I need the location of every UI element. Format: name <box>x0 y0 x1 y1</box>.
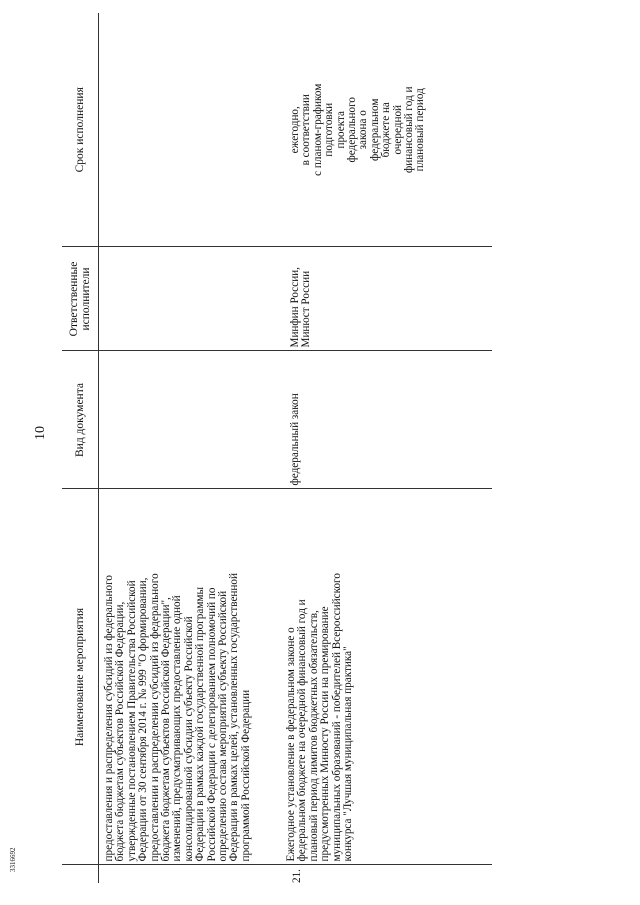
row-deadline: ежегодно, в соответствии с планом-графиком подготовки проекта федерального закона о федеральном бюджете на очередной финансовый год и плановый период <box>286 13 492 247</box>
table-header-row <box>62 13 99 883</box>
row-document-kind <box>99 351 287 489</box>
row-measure-name: предоставления и распределения субсидий из федерального бюджета бюджетам субъектов Российской Федерации, утвержденные постановлением Правительства Российской Федерации от 30 сентября 2014 г. № 999 "О формировании, предоставлении и распределении субсидий из федерального бюджета бюджетам субъектов Российской Федерации", изменений, предусматривающих предоставление одной консолидированной субсидии субъекту Российской Федерации в рамках каждой государственной программы Российской Федерации с делегированием полномочий по определению состава мероприятий субъекту Российской Федерации в рамках целей, установленных государственной программой Российской Федерации <box>99 489 287 865</box>
row-document-kind: федеральный закон <box>286 351 492 489</box>
header-deadline: Срок исполнения <box>62 13 99 247</box>
measures-table <box>62 13 492 883</box>
row-number <box>99 865 287 883</box>
header-num <box>62 865 99 883</box>
page-number: 10 <box>33 426 48 440</box>
row-responsible: Минфин России, Минюст России <box>286 247 492 351</box>
document-code: 3316692 <box>9 847 17 872</box>
header-name: Наименование мероприятия <box>62 489 99 865</box>
row-number: 21. <box>291 869 303 883</box>
row-deadline <box>99 13 287 247</box>
table-row <box>286 13 492 883</box>
table-row <box>99 13 287 883</box>
row-responsible <box>99 247 287 351</box>
row-measure-name: Ежегодное установление в федеральном законе о федеральном бюджете на очередной финансовый год и плановый период лимитов бюджетных обязательств, предусмотренных Минюсту России на премирование муниципальных образований - победителей Всероссийского конкурса "Лучшая муниципальная практика" <box>286 489 492 865</box>
rotated-table-container <box>62 13 528 883</box>
header-responsible: Ответственные исполнители <box>62 247 99 351</box>
header-kind: Вид документа <box>62 351 99 489</box>
